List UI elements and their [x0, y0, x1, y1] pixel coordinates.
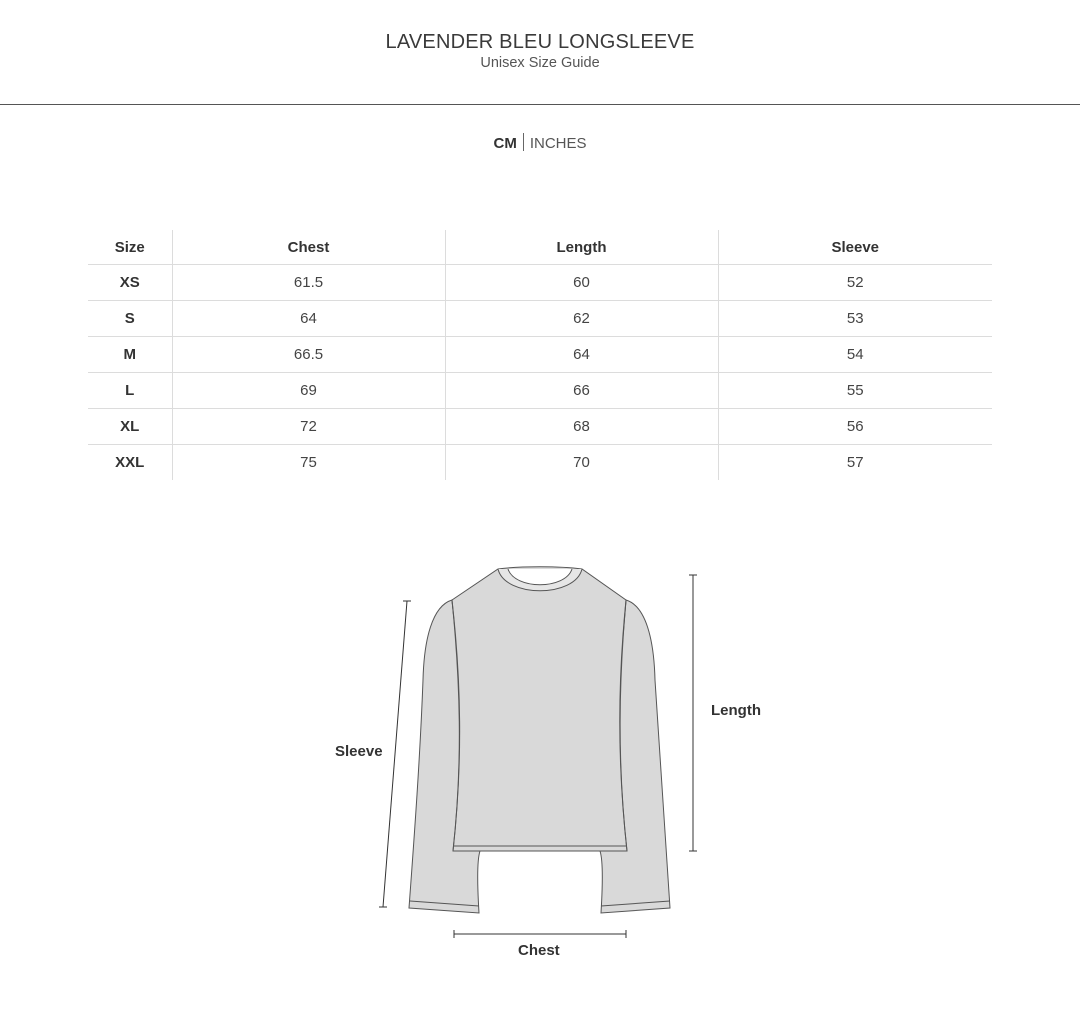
sleeve-cell: 53	[718, 301, 992, 337]
sleeve-measure-line	[379, 601, 411, 907]
length-cell: 62	[445, 301, 718, 337]
size-cell: XL	[88, 409, 172, 445]
column-header-size: Size	[88, 230, 172, 265]
sleeve-cell: 54	[718, 337, 992, 373]
guide-subtitle: Unisex Size Guide	[480, 55, 600, 71]
chest-cell: 66.5	[172, 337, 445, 373]
longsleeve-illustration	[409, 567, 670, 913]
chest-measure-line	[454, 930, 626, 938]
length-cell: 64	[445, 337, 718, 373]
chest-cell: 69	[172, 373, 445, 409]
size-cell: XS	[88, 265, 172, 301]
size-cell: XXL	[88, 445, 172, 481]
sleeve-cell: 57	[846, 454, 864, 471]
size-cell: L	[88, 373, 172, 409]
length-cell: 60	[445, 265, 718, 301]
chest-cell: 61.5	[172, 265, 445, 301]
sleeve-cell: 52	[718, 265, 992, 301]
unit-cm-option[interactable]: CM	[493, 135, 517, 152]
column-header-sleeve: Sleeve	[718, 230, 992, 265]
column-header-chest: Chest	[172, 230, 445, 265]
length-cell: 68	[445, 409, 718, 445]
chest-cell: 72	[172, 409, 445, 445]
length-label: Length	[711, 702, 761, 719]
chest-cell: 75	[172, 445, 445, 481]
length-cell: 70	[445, 445, 718, 481]
size-cell: S	[88, 301, 172, 337]
column-header-length: Length	[445, 230, 718, 265]
sleeve-cell: 55	[718, 373, 992, 409]
product-title: LAVENDER BLEU LONGSLEEVE	[385, 31, 695, 53]
chest-cell: 64	[172, 301, 445, 337]
length-measure-line	[689, 575, 697, 851]
body-shape	[452, 567, 627, 851]
chest-label: Chest	[518, 942, 560, 959]
length-cell: 66	[445, 373, 718, 409]
sleeve-cell: 56	[718, 409, 992, 445]
sleeve-label: Sleeve	[335, 743, 383, 760]
unit-inches-option[interactable]: INCHES	[529, 135, 587, 152]
size-cell: M	[88, 337, 172, 373]
